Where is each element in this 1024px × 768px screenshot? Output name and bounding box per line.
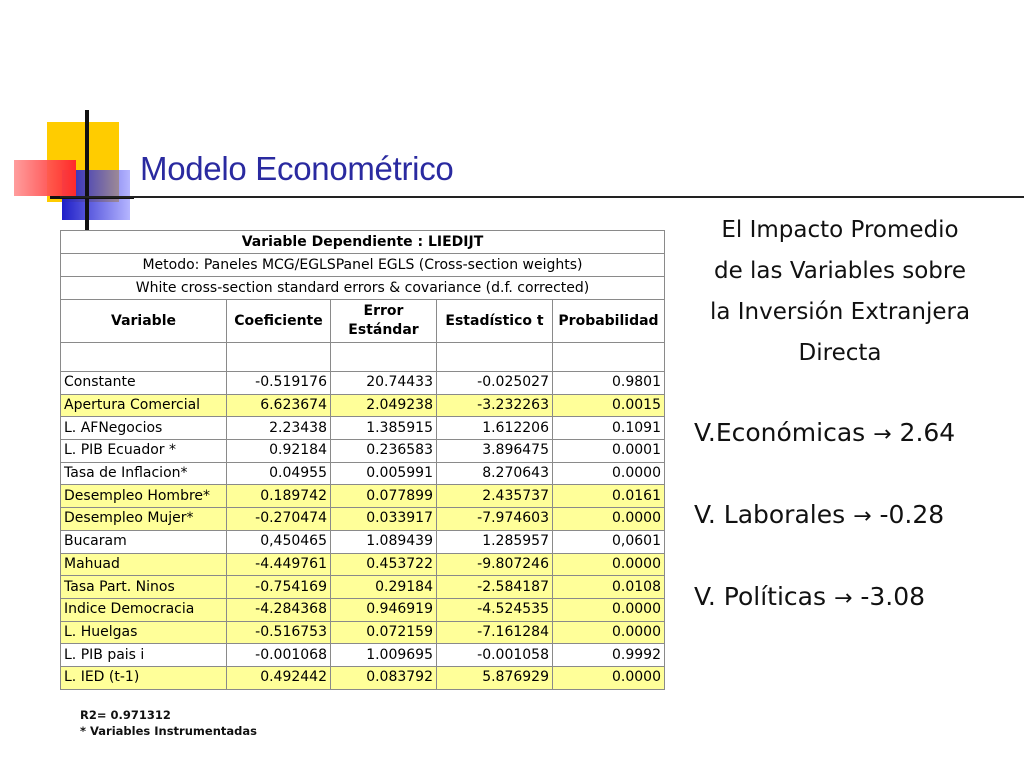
std-error-cell: 1.385915: [331, 417, 437, 440]
dependent-variable-label: Variable Dependiente : LIEDIJT: [61, 231, 665, 254]
instrumented-note: * Variables Instrumentadas: [80, 724, 257, 738]
std-error-cell: 0.946919: [331, 598, 437, 621]
table-row: [61, 417, 665, 440]
t-stat-cell: -7.161284: [437, 621, 553, 644]
variable-cell: Mahuad: [61, 553, 227, 576]
t-stat-cell: 1.285957: [437, 530, 553, 553]
probability-cell: 0.1091: [553, 417, 665, 440]
variable-cell: L. PIB Ecuador *: [61, 440, 227, 463]
errors-note: White cross-section standard errors & covariance (d.f. corrected): [61, 277, 665, 300]
std-error-cell: 0.083792: [331, 666, 437, 689]
coefficient-cell: -4.284368: [227, 598, 331, 621]
right-arrow-icon: →: [873, 422, 892, 447]
table-row: [61, 621, 665, 644]
coefficient-cell: -0.754169: [227, 576, 331, 599]
variable-cell: Indice Democracia: [61, 598, 227, 621]
impact-heading-line: El Impacto Promedio: [721, 217, 959, 243]
std-error-cell: 0.005991: [331, 462, 437, 485]
impact-label: V.Económicas: [694, 418, 866, 447]
variable-cell: Tasa de Inflacion*: [61, 462, 227, 485]
impact-laborales: [694, 500, 944, 529]
std-error-cell: 20.74433: [331, 372, 437, 395]
table-row: [61, 576, 665, 599]
t-stat-cell: 5.876929: [437, 666, 553, 689]
table-row: [61, 530, 665, 553]
t-stat-cell: 3.896475: [437, 440, 553, 463]
coefficient-cell: -0.270474: [227, 508, 331, 531]
t-stat-cell: 8.270643: [437, 462, 553, 485]
variable-cell: Constante: [61, 372, 227, 395]
std-error-cell: 0.077899: [331, 485, 437, 508]
variable-cell: L. AFNegocios: [61, 417, 227, 440]
impact-value: -0.28: [879, 500, 945, 529]
probability-cell: 0.0000: [553, 666, 665, 689]
impact-value: -3.08: [860, 582, 926, 611]
coefficient-cell: -0.519176: [227, 372, 331, 395]
probability-cell: 0.0000: [553, 621, 665, 644]
t-stat-cell: -2.584187: [437, 576, 553, 599]
probability-cell: 0.0000: [553, 553, 665, 576]
coefficient-cell: 0,450465: [227, 530, 331, 553]
table-row: [61, 598, 665, 621]
probability-cell: 0.0000: [553, 598, 665, 621]
title-divider: [60, 196, 1024, 198]
probability-cell: 0.0015: [553, 394, 665, 417]
t-stat-cell: 1.612206: [437, 417, 553, 440]
t-stat-cell: -9.807246: [437, 553, 553, 576]
column-header: Coeficiente: [227, 300, 331, 343]
coefficient-cell: -4.449761: [227, 553, 331, 576]
table-row: [61, 553, 665, 576]
t-stat-cell: -0.025027: [437, 372, 553, 395]
probability-cell: 0.0000: [553, 462, 665, 485]
std-error-cell: 1.009695: [331, 644, 437, 667]
column-header: Probabilidad: [553, 300, 665, 343]
table-row: [61, 485, 665, 508]
variable-cell: L. IED (t-1): [61, 666, 227, 689]
coefficient-cell: 6.623674: [227, 394, 331, 417]
table-row: [61, 508, 665, 531]
slide-logo: [0, 0, 140, 240]
impact-value: 2.64: [899, 418, 956, 447]
table-row: [61, 462, 665, 485]
probability-cell: 0.0000: [553, 508, 665, 531]
coefficient-cell: 2.23438: [227, 417, 331, 440]
probability-cell: 0.0108: [553, 576, 665, 599]
empty-cell: [227, 343, 331, 372]
probability-cell: 0.9801: [553, 372, 665, 395]
logo-vertical-line: [85, 110, 89, 230]
column-header: Error Estándar: [331, 300, 437, 343]
coefficient-cell: 0.189742: [227, 485, 331, 508]
std-error-cell: 0.29184: [331, 576, 437, 599]
variable-cell: Desempleo Mujer*: [61, 508, 227, 531]
std-error-cell: 0.033917: [331, 508, 437, 531]
right-arrow-icon: →: [833, 586, 853, 611]
impact-heading-line: Directa: [798, 340, 882, 366]
t-stat-cell: -3.232263: [437, 394, 553, 417]
table-row: [61, 644, 665, 667]
table-row: [61, 394, 665, 417]
logo-red-square: [14, 160, 76, 196]
method-label: Metodo: Paneles MCG/EGLSPanel EGLS (Cross-section weights): [61, 254, 665, 277]
empty-cell: [437, 343, 553, 372]
r2-note: R2= 0.971312: [80, 708, 171, 722]
table-row: [61, 372, 665, 395]
column-header: Estadístico t: [437, 300, 553, 343]
impact-label: V. Políticas: [694, 582, 826, 611]
variable-cell: L. PIB pais i: [61, 644, 227, 667]
regression-table: [60, 230, 665, 690]
std-error-cell: 0.072159: [331, 621, 437, 644]
std-error-cell: 2.049238: [331, 394, 437, 417]
coefficient-cell: 0.492442: [227, 666, 331, 689]
t-stat-cell: -0.001058: [437, 644, 553, 667]
variable-cell: Bucaram: [61, 530, 227, 553]
t-stat-cell: -7.974603: [437, 508, 553, 531]
impact-heading-line: la Inversión Extranjera: [709, 299, 971, 325]
variable-cell: Apertura Comercial: [61, 394, 227, 417]
coefficient-cell: -0.516753: [227, 621, 331, 644]
slide-title: Modelo Econométrico: [140, 150, 454, 187]
table-notes: [80, 707, 257, 739]
variable-cell: L. Huelgas: [61, 621, 227, 644]
variable-cell: Desempleo Hombre*: [61, 485, 227, 508]
coefficient-cell: 0.92184: [227, 440, 331, 463]
empty-cell: [61, 343, 227, 372]
table-row: [61, 666, 665, 689]
variable-cell: Tasa Part. Ninos: [61, 576, 227, 599]
impact-heading: [690, 210, 990, 374]
column-header: Variable: [61, 300, 227, 343]
table-row: [61, 440, 665, 463]
t-stat-cell: 2.435737: [437, 485, 553, 508]
probability-cell: 0.0001: [553, 440, 665, 463]
probability-cell: 0.9992: [553, 644, 665, 667]
std-error-cell: 0.453722: [331, 553, 437, 576]
t-stat-cell: -4.524535: [437, 598, 553, 621]
impact-heading-line: de las Variables sobre: [713, 258, 966, 284]
std-error-cell: 1.089439: [331, 530, 437, 553]
std-error-cell: 0.236583: [331, 440, 437, 463]
impact-label: V. Laborales: [694, 500, 846, 529]
probability-cell: 0.0161: [553, 485, 665, 508]
empty-cell: [331, 343, 437, 372]
impact-politicas: [694, 582, 925, 611]
coefficient-cell: -0.001068: [227, 644, 331, 667]
probability-cell: 0,0601: [553, 530, 665, 553]
right-arrow-icon: →: [853, 504, 872, 529]
empty-cell: [553, 343, 665, 372]
coefficient-cell: 0.04955: [227, 462, 331, 485]
impact-economicas: [694, 418, 955, 447]
